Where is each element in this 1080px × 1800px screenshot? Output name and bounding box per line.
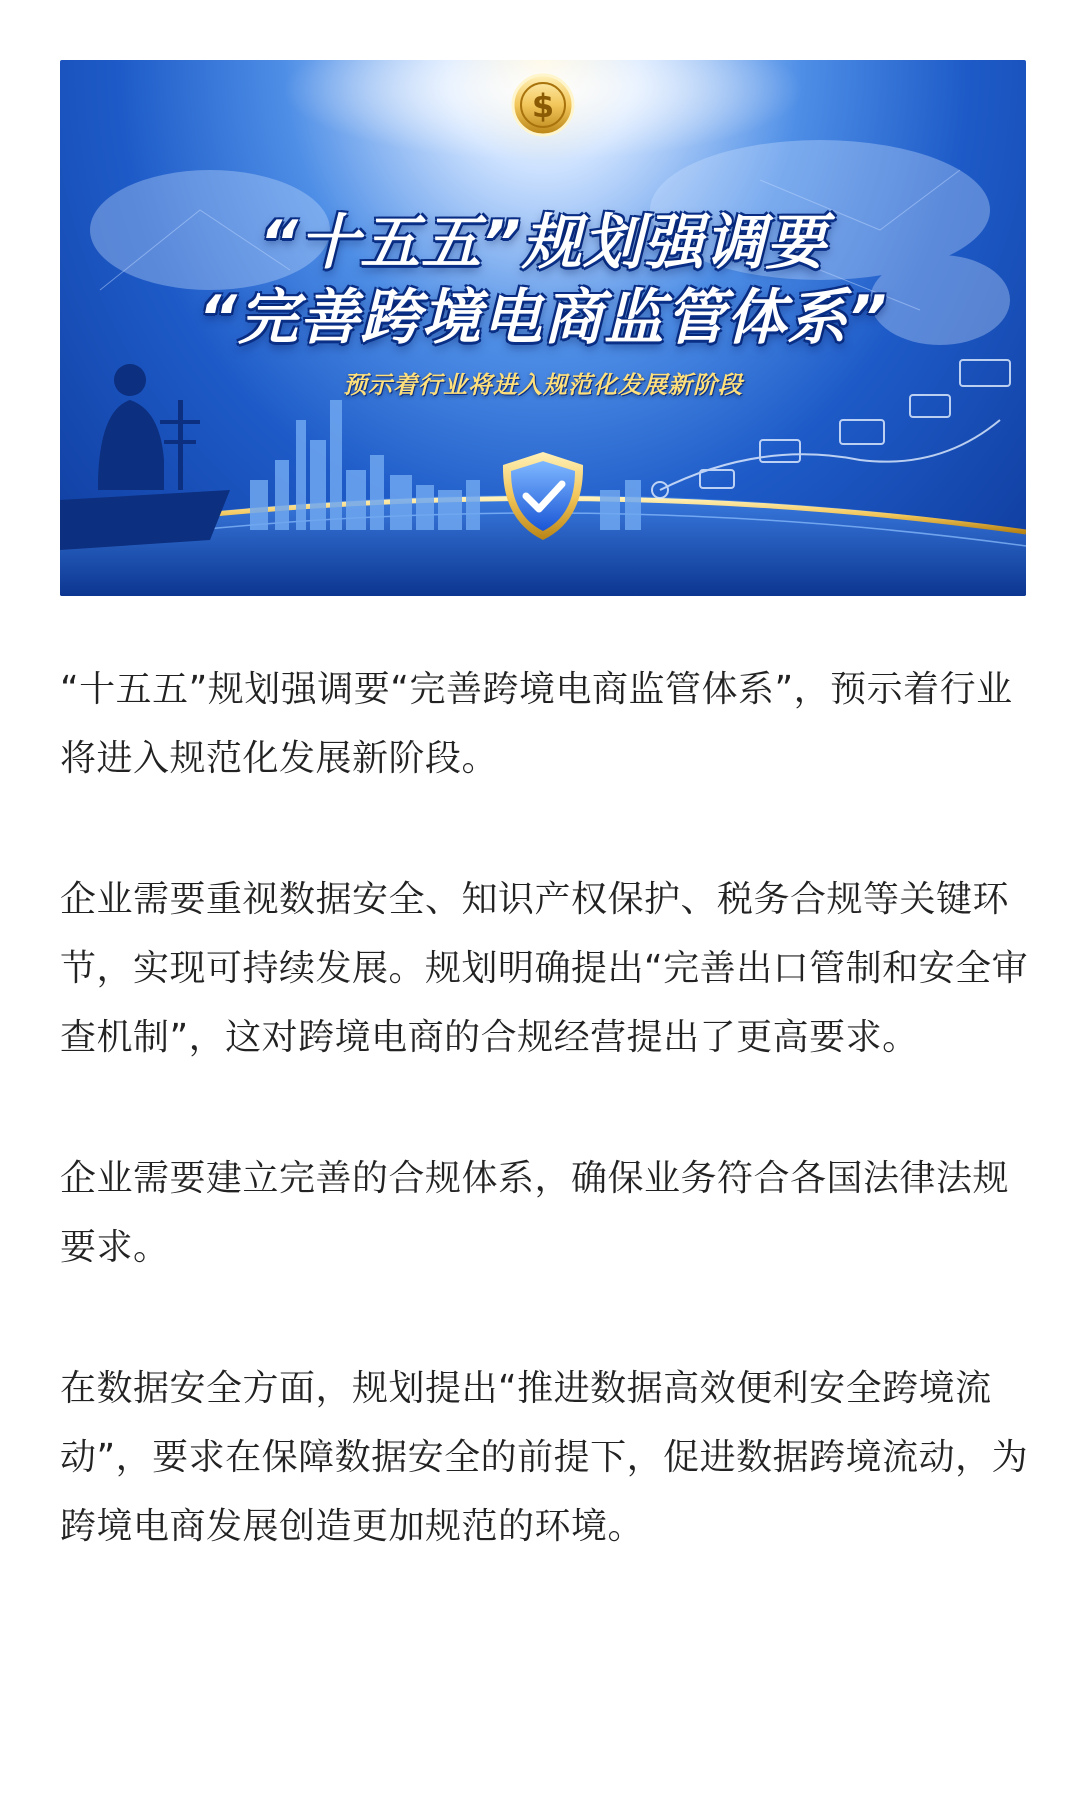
article-paragraph-4: 在数据安全方面，规划提出“推进数据高效便利安全跨境流动”，要求在保障数据安全的前提下，促进数据跨境流动，为跨境电商发展创造更加规范的环境。	[60, 1368, 1029, 1547]
article-paragraph-2: 企业需要重视数据安全、知识产权保护、税务合规等关键环节，实现可持续发展。规划明确提出“完善出口管制和安全审查机制”，这对跨境电商的合规经营提出了更高要求。	[60, 879, 1029, 1058]
banner-headline-line-1: “十五五”规划强调要	[259, 208, 827, 278]
article-paragraph-3: 企业需要建立完善的合规体系，确保业务符合各国法律法规要求。	[60, 1158, 1010, 1268]
hero-banner-image	[60, 60, 1026, 596]
svg-text:$: $	[531, 87, 555, 125]
banner-headline-line-2: “完善跨境电商监管体系”	[198, 283, 888, 353]
article-paragraph-1: “十五五”规划强调要“完善跨境电商监管体系”，预示着行业将进入规范化发展新阶段。	[60, 669, 1013, 779]
article-body	[60, 655, 1030, 1633]
banner-subtitle: 预示着行业将进入规范化发展新阶段	[343, 371, 743, 399]
dollar-coin-icon	[513, 75, 573, 135]
